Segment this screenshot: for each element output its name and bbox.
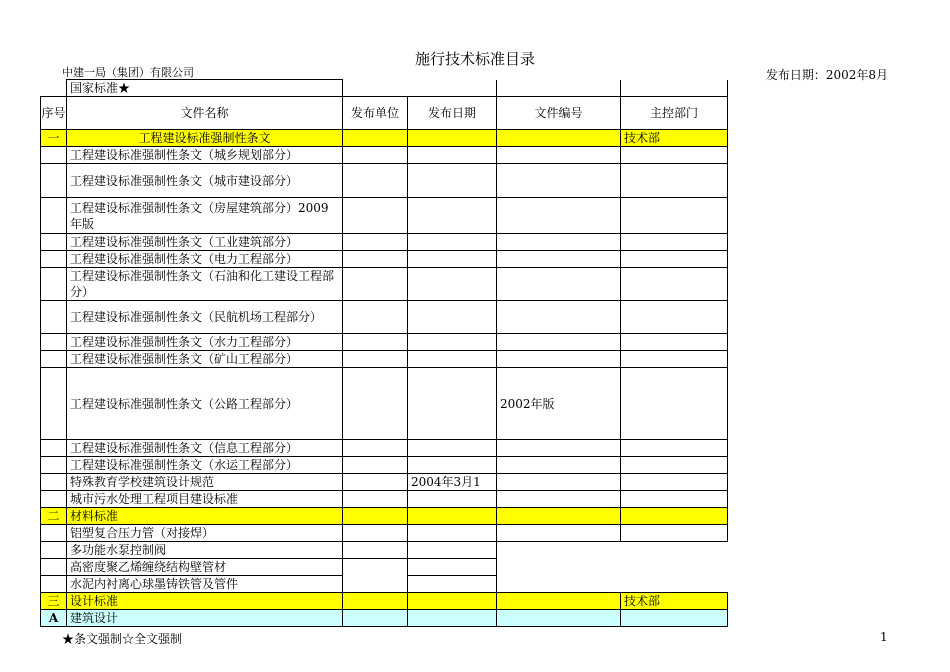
table-row [41,576,728,593]
file-name: 工程建设标准强制性条文（房屋建筑部分）2009年版 [67,198,343,234]
file-name: 工程建设标准强制性条文（矿山工程部分） [67,351,343,368]
file-name: 高密度聚乙烯缠绕结构壁管材 [67,559,343,576]
file-name: 水泥内衬离心球墨铸铁管及管件 [67,576,343,593]
section-dept: 技术部 [621,130,728,147]
file-date: 2004年3月1 [408,474,497,491]
file-name: 工程建设标准强制性条文（水运工程部分） [67,457,343,474]
table-row [41,268,728,301]
subsection-name: 建筑设计 [67,610,343,627]
file-name: 铝塑复合压力管（对接焊） [67,525,343,542]
table-row [41,474,728,491]
section-label: 国家标准★ [67,80,343,97]
section-number: 一 [41,130,67,147]
table-row [41,559,728,576]
table-row [41,164,728,198]
table-header-row [41,97,728,130]
file-name: 工程建设标准强制性条文（城市建设部分） [67,164,343,198]
section-row [41,508,728,525]
table-row [41,491,728,508]
section-name: 材料标准 [67,508,343,525]
page-number: 1 [880,630,888,644]
file-name: 工程建设标准强制性条文（公路工程部分） [67,368,343,440]
col-seq-header: 序号 [41,97,67,130]
file-name: 城市污水处理工程项目建设标准 [67,491,343,508]
table-section-label-row [41,80,728,97]
file-name: 工程建设标准强制性条文（水力工程部分） [67,334,343,351]
col-code-header: 文件编号 [497,97,621,130]
col-date-header: 发布日期 [408,97,497,130]
file-name: 多功能水泵控制阀 [67,542,343,559]
section-number: 二 [41,508,67,525]
section-row [41,130,728,147]
table-row [41,440,728,457]
table-row [41,234,728,251]
table-row [41,251,728,268]
table-row [41,147,728,164]
company-name: 中建一局（集团）有限公司 [62,66,194,79]
table-row [41,542,728,559]
subsection-row [41,610,728,627]
col-name-header: 文件名称 [67,97,343,130]
table-row [41,351,728,368]
table-row [41,525,728,542]
publish-date: 发布日期：2002年8月 [765,68,888,82]
subsection-letter: A [41,610,67,627]
section-row [41,593,728,610]
file-name: 工程建设标准强制性条文（石油和化工建设工程部分） [67,268,343,301]
table-row [41,301,728,334]
legend-note: ★条文强制☆全文强制 [62,632,183,646]
file-name: 工程建设标准强制性条文（城乡规划部分） [67,147,343,164]
col-dept-header: 主控部门 [621,97,728,130]
section-name: 工程建设标准强制性条文 [67,130,343,147]
file-code: 2002年版 [497,368,621,440]
file-name: 工程建设标准强制性条文（电力工程部分） [67,251,343,268]
section-number: 三 [41,593,67,610]
table-row [41,334,728,351]
page-title: 施行技术标准目录 [414,50,535,68]
standards-table [40,79,728,627]
table-row [41,368,728,440]
file-name: 特殊教育学校建筑设计规范 [67,474,343,491]
file-name: 工程建设标准强制性条文（信息工程部分） [67,440,343,457]
file-name: 工程建设标准强制性条文（工业建筑部分） [67,234,343,251]
section-name: 设计标准 [67,593,343,610]
table-row [41,198,728,234]
col-unit-header: 发布单位 [343,97,408,130]
table-row [41,457,728,474]
file-name: 工程建设标准强制性条文（民航机场工程部分） [67,301,343,334]
section-dept: 技术部 [621,593,728,610]
